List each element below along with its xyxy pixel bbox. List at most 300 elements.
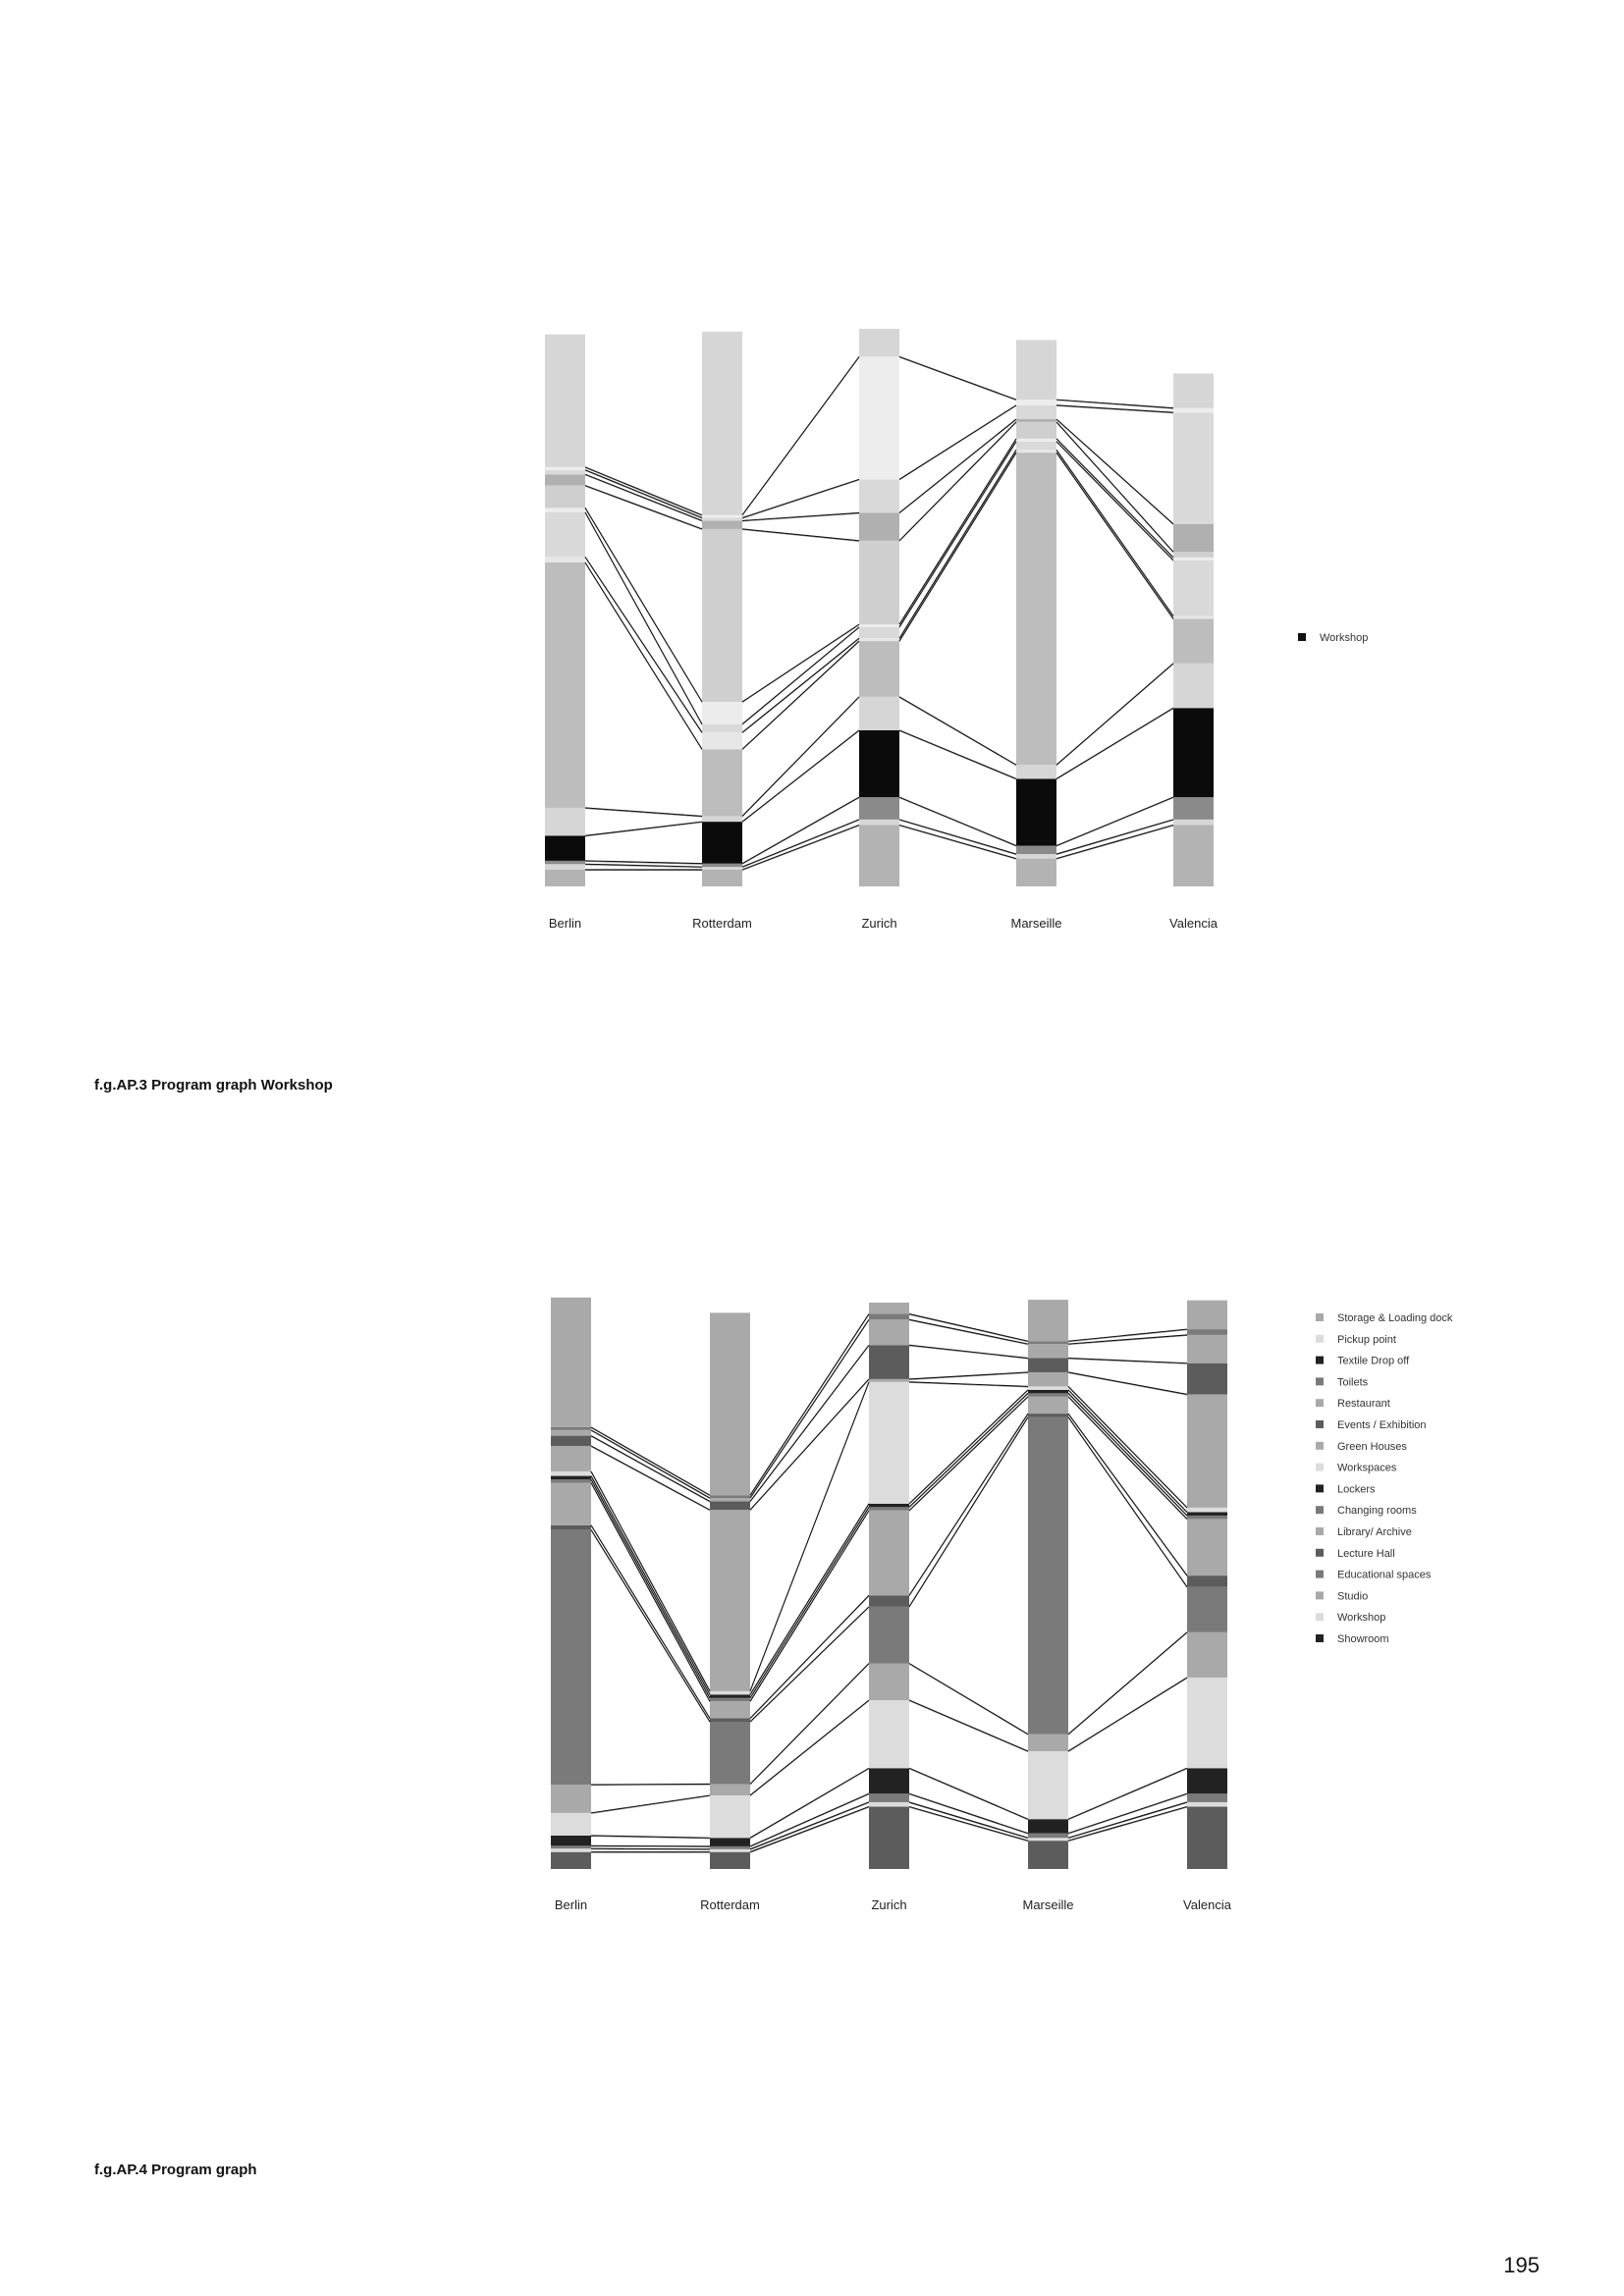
flow-line-educational-spaces — [1056, 453, 1173, 618]
bar-segment-berlin-green-houses — [545, 474, 585, 485]
bar-segment-valencia-educational-spaces — [1187, 1587, 1227, 1632]
bar-segment-zurich-lockers — [869, 1504, 909, 1507]
bar-segment-valencia-green-houses — [1187, 1394, 1227, 1507]
bar-segment-marseille-studio — [1016, 765, 1056, 778]
bar-segment-rotterdam-green-houses — [702, 520, 742, 529]
bar-segment-zurich-studio — [859, 697, 899, 730]
legend-label-pickup-point: Pickup point — [1337, 1333, 1396, 1346]
bar-segment-rotterdam-events-exhibition — [702, 518, 742, 521]
legend — [1316, 1312, 1453, 1645]
bar-segment-valencia-library-archive — [1173, 561, 1214, 616]
flow-line-shadow — [1068, 1359, 1187, 1363]
flow-line-library-archive — [750, 1511, 869, 1701]
flow-line-events-exhibition — [909, 1345, 1028, 1358]
flow-line-textile-drop-off — [909, 1793, 1028, 1833]
flow-line-shadow — [1056, 454, 1173, 619]
x-tick-label-zurich: Zurich — [861, 916, 897, 931]
flow-line-shadow — [585, 475, 702, 521]
bar-segment-rotterdam-workspaces — [710, 1691, 750, 1694]
flow-line-shadow — [909, 1320, 1028, 1345]
bar-segment-rotterdam-storage-loading-dock — [710, 1312, 750, 1495]
legend-label-workshop: Workshop — [1337, 1612, 1386, 1625]
flow-line-educational-spaces — [742, 641, 859, 749]
bar-segment-marseille-lockers — [1028, 1390, 1068, 1393]
flow-line-shadow — [742, 698, 859, 818]
flow-line-library-archive — [591, 1482, 710, 1701]
flow-line-library-archive — [909, 1397, 1028, 1511]
legend-swatch-library-archive — [1316, 1527, 1324, 1535]
flow-line-shadow — [750, 1803, 869, 1850]
bar-segment-marseille-studio — [1028, 1735, 1068, 1751]
flow-line-shadow — [909, 1383, 1028, 1388]
bar-segment-marseille-pickup-point — [1028, 1838, 1068, 1841]
flow-line-shadow — [1056, 400, 1173, 409]
flow-line-shadow — [742, 357, 859, 515]
bar-segment-valencia-educational-spaces — [1173, 618, 1214, 663]
bar-segment-valencia-textile-drop-off — [1187, 1793, 1227, 1802]
bar-segment-valencia-events-exhibition — [1187, 1363, 1227, 1395]
bar-segment-marseille-storage-loading-dock — [1028, 1300, 1068, 1341]
flow-line-shadow — [909, 1314, 1028, 1342]
flow-line-workspaces — [591, 1471, 710, 1691]
bar-segment-marseille-textile-drop-off — [1016, 846, 1056, 855]
x-tick-label-rotterdam: Rotterdam — [700, 1897, 760, 1912]
flow-line-shadow — [750, 1807, 869, 1852]
flow-line-shadow — [1056, 443, 1173, 561]
bar-segment-valencia-toilets — [1173, 373, 1214, 407]
bar-segment-marseille-educational-spaces — [1016, 453, 1056, 765]
flow-line-lockers — [750, 1504, 869, 1694]
bar-segment-zurich-textile-drop-off — [859, 797, 899, 820]
flow-line-educational-spaces — [750, 1607, 869, 1722]
flow-line-workshop — [585, 822, 702, 835]
flow-line-pickup-point — [750, 1802, 869, 1849]
flow-line-restaurant — [909, 1319, 1028, 1344]
x-tick-label-valencia: Valencia — [1169, 916, 1218, 931]
flow-line-shadow — [591, 1431, 710, 1499]
bar-segment-marseille-library-archive — [1028, 1397, 1068, 1414]
flow-line-changing-rooms — [742, 624, 859, 702]
legend-label-green-houses: Green Houses — [1337, 1440, 1407, 1453]
legend-swatch-changing-rooms — [1316, 1506, 1324, 1514]
bar-segment-zurich-library-archive — [869, 1511, 909, 1596]
bar-segment-marseille-toilets — [1016, 340, 1056, 400]
flow-line-pickup-point — [591, 1848, 710, 1849]
flow-line-changing-rooms — [1056, 439, 1173, 558]
bar-segment-valencia-green-houses — [1173, 524, 1214, 552]
flow-line-lecture-hall — [909, 1414, 1028, 1595]
legend-swatch-storage-loading-dock — [1316, 1313, 1324, 1321]
flow-line-shadow — [742, 731, 859, 823]
flow-line-shadow — [585, 471, 702, 519]
bar-segment-rotterdam-educational-spaces — [702, 749, 742, 816]
bar-segment-berlin-toilets — [551, 1427, 591, 1430]
bar-segment-rotterdam-workshop — [710, 1795, 750, 1838]
bar-segment-berlin-pickup-point — [551, 1848, 591, 1851]
flow-line-storage-loading-dock — [1056, 826, 1173, 859]
bar-segment-valencia-changing-rooms — [1173, 558, 1214, 561]
bar-segment-marseille-textile-drop-off — [1028, 1834, 1068, 1839]
flow-line-shadow — [909, 1803, 1028, 1839]
x-tick-label-marseille: Marseille — [1022, 1897, 1074, 1912]
bar-segment-rotterdam-educational-spaces — [710, 1722, 750, 1784]
flow-line-shadow — [1068, 1679, 1187, 1752]
flow-line-shadow — [909, 1807, 1028, 1842]
bar-segment-rotterdam-pickup-point — [702, 867, 742, 870]
legend-swatch-toilets — [1316, 1377, 1324, 1385]
bar-segment-zurich-storage-loading-dock — [859, 826, 899, 886]
legend-label-workshop: Workshop — [1320, 632, 1369, 644]
bar-segment-berlin-library-archive — [551, 1482, 591, 1524]
bar-segment-marseille-restaurant — [1016, 400, 1056, 405]
flow-line-library-archive — [1056, 442, 1173, 561]
bar-segment-zurich-storage-loading-dock — [869, 1303, 909, 1314]
flow-line-shadow — [585, 823, 702, 836]
flow-line-green-houses — [909, 1372, 1028, 1379]
legend-label-showroom: Showroom — [1337, 1633, 1389, 1645]
bar-segment-rotterdam-studio — [710, 1784, 750, 1795]
bar-segment-berlin-events-exhibition — [545, 470, 585, 475]
x-tick-label-marseille: Marseille — [1010, 916, 1062, 931]
legend-swatch-workspaces — [1316, 1464, 1324, 1471]
bar-segment-valencia-events-exhibition — [1173, 412, 1214, 524]
flow-line-workshop — [909, 1700, 1028, 1751]
flow-line-shadow — [742, 639, 859, 733]
bar-segment-zurich-lecture-hall — [869, 1595, 909, 1607]
x-tick-label-valencia: Valencia — [1183, 1897, 1231, 1912]
bar-segment-zurich-library-archive — [859, 627, 899, 638]
bar-segment-berlin-storage-loading-dock — [545, 870, 585, 886]
flow-line-shadow — [899, 440, 1016, 625]
flow-line-shadow — [591, 1530, 710, 1723]
flow-line-shadow — [585, 558, 702, 733]
bar-segment-marseille-workshop — [1028, 1751, 1068, 1819]
program-graph-workshop-chart — [545, 329, 1368, 931]
flow-line-shadow — [1068, 1417, 1187, 1587]
flow-line-shadow — [750, 1320, 869, 1499]
bar-segment-marseille-pickup-point — [1016, 854, 1056, 859]
bar-segment-marseille-restaurant — [1028, 1344, 1068, 1358]
legend-label-toilets: Toilets — [1337, 1376, 1369, 1389]
flow-line-shadow — [750, 1380, 869, 1511]
x-tick-label-rotterdam: Rotterdam — [692, 916, 752, 931]
flow-line-restaurant — [899, 356, 1016, 400]
flow-line-changing-rooms — [591, 1479, 710, 1698]
flow-line-shadow — [909, 1415, 1028, 1596]
legend-label-events-exhibition: Events / Exhibition — [1337, 1419, 1427, 1431]
legend-label-lecture-hall: Lecture Hall — [1337, 1547, 1395, 1560]
bar-segment-zurich-pickup-point — [869, 1802, 909, 1807]
flow-line-shadow — [1056, 821, 1173, 855]
bar-segment-berlin-lockers — [551, 1476, 591, 1479]
bar-segment-berlin-showroom — [551, 1836, 591, 1845]
bar-segment-marseille-green-houses — [1016, 419, 1056, 422]
flow-line-workspaces — [1068, 1386, 1187, 1507]
bar-segment-zurich-pickup-point — [859, 820, 899, 826]
bar-segment-marseille-toilets — [1028, 1341, 1068, 1344]
legend-swatch-workshop — [1316, 1613, 1324, 1621]
flow-line-pickup-point — [1056, 820, 1173, 854]
flow-line-shadow — [742, 530, 859, 542]
flow-line-library-archive — [742, 627, 859, 724]
flow-line-studio — [1056, 664, 1173, 765]
flow-line-shadow — [1068, 1794, 1187, 1834]
bar-segment-valencia-lecture-hall — [1187, 1575, 1227, 1587]
flow-line-lecture-hall — [591, 1525, 710, 1719]
flow-line-studio — [591, 1784, 710, 1785]
bar-segment-berlin-lecture-hall — [551, 1525, 591, 1530]
flow-line-workshop — [750, 1700, 869, 1795]
bar-segment-valencia-storage-loading-dock — [1187, 1301, 1227, 1329]
legend-swatch-lecture-hall — [1316, 1549, 1324, 1557]
bar-segment-marseille-showroom — [1028, 1819, 1068, 1833]
flow-line-studio — [742, 697, 859, 817]
flow-line-pickup-point — [1068, 1802, 1187, 1838]
bar-segment-valencia-textile-drop-off — [1173, 797, 1214, 820]
bar-segment-marseille-changing-rooms — [1028, 1393, 1068, 1396]
flow-line-pickup-point — [742, 820, 859, 867]
bar-segment-marseille-educational-spaces — [1028, 1417, 1068, 1735]
flow-line-shadow — [909, 1391, 1028, 1505]
bar-segment-berlin-studio — [551, 1785, 591, 1813]
bar-segment-valencia-workshop — [1173, 708, 1214, 797]
flow-line-educational-spaces — [909, 1417, 1028, 1607]
bar-segment-zurich-workshop — [859, 730, 899, 797]
bar-segment-rotterdam-storage-loading-dock — [710, 1852, 750, 1869]
legend-swatch-showroom — [1316, 1634, 1324, 1642]
legend-label-library-archive: Library/ Archive — [1337, 1526, 1412, 1538]
bar-segment-rotterdam-studio — [702, 816, 742, 822]
flow-line-educational-spaces — [1068, 1417, 1187, 1587]
flow-line-textile-drop-off — [591, 1845, 710, 1846]
bar-segment-marseille-events-exhibition — [1016, 405, 1056, 419]
bar-segment-valencia-restaurant — [1187, 1335, 1227, 1363]
flow-line-shadow — [591, 1526, 710, 1720]
flow-line-shadow — [909, 1394, 1028, 1508]
legend-label-storage-loading-dock: Storage & Loading dock — [1337, 1312, 1453, 1324]
bar-segment-berlin-restaurant — [551, 1430, 591, 1436]
bar-segment-valencia-library-archive — [1187, 1519, 1227, 1575]
bar-segment-rotterdam-lockers — [710, 1694, 750, 1697]
flow-line-shadow — [750, 1346, 869, 1502]
flow-line-shadow — [750, 1314, 869, 1496]
flow-line-showroom — [750, 1768, 869, 1838]
flow-line-shadow — [1068, 1633, 1187, 1735]
bar-segment-marseille-library-archive — [1016, 442, 1056, 451]
flow-line-green-houses — [1056, 419, 1173, 524]
bar-segment-rotterdam-restaurant — [710, 1498, 750, 1501]
flow-line-shadow — [591, 1480, 710, 1699]
flow-line-lecture-hall — [750, 1595, 869, 1718]
flow-line-shadow — [899, 798, 1016, 846]
flow-line-restaurant — [591, 1430, 710, 1498]
flow-line-shadow — [591, 1428, 710, 1496]
x-tick-label-berlin: Berlin — [554, 1897, 588, 1912]
flow-line-textile-drop-off — [899, 797, 1016, 845]
bar-segment-zurich-events-exhibition — [869, 1345, 909, 1379]
flow-line-shadow — [591, 1447, 710, 1511]
bar-segment-zurich-textile-drop-off — [869, 1793, 909, 1802]
flow-line-lockers — [591, 1476, 710, 1695]
flow-line-shadow — [909, 1398, 1028, 1512]
figure-caption-program: f.g.AP.4 Program graph — [94, 2162, 257, 2178]
flow-line-events-exhibition — [899, 405, 1016, 480]
bar-segment-rotterdam-restaurant — [702, 515, 742, 518]
bar-segment-zurich-restaurant — [869, 1319, 909, 1345]
flow-line-storage-loading-dock — [899, 826, 1016, 859]
flow-line-shadow — [1056, 798, 1173, 846]
bar-segment-berlin-workspaces — [551, 1471, 591, 1476]
flow-line-shadow — [591, 1436, 710, 1502]
bar-segment-marseille-workspaces — [1016, 422, 1056, 439]
bar-segment-rotterdam-storage-loading-dock — [702, 870, 742, 886]
bar-segment-zurich-storage-loading-dock — [869, 1807, 909, 1869]
bar-segment-rotterdam-pickup-point — [710, 1849, 750, 1852]
flow-line-pickup-point — [899, 820, 1016, 854]
bar-segment-zurich-educational-spaces — [859, 641, 899, 697]
figure-caption-workshop: f.g.AP.3 Program graph Workshop — [94, 1077, 333, 1094]
flow-line-shadow — [750, 1794, 869, 1847]
flow-line-shadow — [1056, 826, 1173, 859]
flow-line-shadow — [1056, 420, 1173, 525]
legend-label-workspaces: Workspaces — [1337, 1462, 1397, 1474]
bar-segment-rotterdam-workspaces — [702, 529, 742, 702]
flow-line-green-houses — [585, 474, 702, 520]
x-tick-label-zurich: Zurich — [871, 1897, 907, 1912]
flow-line-lockers — [909, 1390, 1028, 1504]
flow-line-green-houses — [742, 512, 859, 520]
bar-segment-berlin-green-houses — [551, 1446, 591, 1471]
flow-line-green-houses — [591, 1446, 710, 1510]
bar-segment-valencia-changing-rooms — [1187, 1516, 1227, 1519]
bar-segment-valencia-storage-loading-dock — [1173, 826, 1214, 886]
flow-line-shadow — [1056, 709, 1173, 779]
flow-line-restaurant — [750, 1319, 869, 1498]
bar-segment-marseille-lecture-hall — [1016, 450, 1056, 453]
flow-line-storage-loading-dock — [742, 826, 859, 870]
bar-segment-berlin-workspaces — [545, 486, 585, 508]
bar-segment-zurich-lecture-hall — [859, 638, 899, 641]
flow-line-shadow — [909, 1701, 1028, 1752]
bar-segment-rotterdam-library-archive — [710, 1701, 750, 1718]
bar-segment-rotterdam-textile-drop-off — [710, 1846, 750, 1849]
flow-line-changing-rooms — [585, 507, 702, 702]
flow-line-shadow — [591, 1796, 710, 1814]
flow-line-studio — [909, 1664, 1028, 1735]
flow-line-shadow — [742, 480, 859, 518]
bar-segment-valencia-storage-loading-dock — [1187, 1807, 1227, 1869]
flow-line-shadow — [899, 826, 1016, 859]
flow-line-shadow — [750, 1769, 869, 1839]
legend-swatch-workshop — [1298, 633, 1306, 641]
flow-line-shadow — [742, 821, 859, 868]
bar-segment-valencia-studio — [1187, 1632, 1227, 1678]
flow-line-shadow — [750, 1505, 869, 1695]
flow-line-shadow — [899, 821, 1016, 855]
bar-segment-berlin-textile-drop-off — [551, 1845, 591, 1848]
flow-line-shadow — [899, 357, 1016, 400]
flow-line-studio — [1068, 1632, 1187, 1735]
bar-segment-valencia-pickup-point — [1187, 1802, 1227, 1807]
flow-line-educational-spaces — [591, 1529, 710, 1722]
bar-segment-valencia-pickup-point — [1173, 820, 1214, 826]
flow-line-shadow — [1068, 1373, 1187, 1396]
bar-segment-berlin-toilets — [545, 335, 585, 467]
bar-segment-berlin-storage-loading-dock — [551, 1298, 591, 1427]
bar-segment-zurich-workspaces — [869, 1382, 909, 1504]
bar-segment-berlin-workshop — [545, 835, 585, 861]
bar-segment-zurich-changing-rooms — [859, 624, 899, 627]
flow-line-green-houses — [750, 1379, 869, 1510]
flow-line-shadow — [1068, 1415, 1187, 1576]
flow-line-shadow — [742, 642, 859, 750]
flow-line-workspaces — [909, 1382, 1028, 1387]
flow-line-shadow — [585, 508, 702, 703]
bar-segment-berlin-educational-spaces — [551, 1529, 591, 1785]
bar-segment-zurich-educational-spaces — [869, 1607, 909, 1664]
flow-line-textile-drop-off — [1068, 1793, 1187, 1833]
bar-segment-zurich-restaurant — [859, 356, 899, 479]
flow-line-toilets — [591, 1427, 710, 1495]
flow-line-shadow — [909, 1346, 1028, 1359]
bar-segment-berlin-library-archive — [545, 512, 585, 557]
bar-segment-valencia-lockers — [1187, 1512, 1227, 1515]
flow-line-shadow — [1068, 1803, 1187, 1839]
flow-line-toilets — [909, 1314, 1028, 1342]
bar-segment-zurich-green-houses — [859, 512, 899, 540]
flow-line-shadow — [585, 563, 702, 750]
flow-line-library-archive — [585, 512, 702, 724]
legend-swatch-green-houses — [1316, 1442, 1324, 1450]
bar-segment-rotterdam-toilets — [710, 1495, 750, 1498]
flow-line-studio — [585, 808, 702, 817]
bar-segment-rotterdam-toilets — [702, 332, 742, 515]
bar-segment-zurich-changing-rooms — [869, 1507, 909, 1510]
flow-line-events-exhibition — [591, 1436, 710, 1502]
flow-line-shadow — [909, 1794, 1028, 1834]
flow-line-studio — [750, 1664, 869, 1785]
bar-segment-rotterdam-lecture-hall — [710, 1719, 750, 1722]
flow-line-shadow — [750, 1664, 869, 1785]
flow-line-shadow — [899, 451, 1016, 639]
flow-line-events-exhibition — [1068, 1359, 1187, 1363]
flow-line-green-houses — [1068, 1372, 1187, 1395]
bar-segment-berlin-changing-rooms — [545, 507, 585, 512]
bar-segment-valencia-lecture-hall — [1173, 616, 1214, 619]
flow-line-shadow — [899, 443, 1016, 628]
bar-segment-marseille-green-houses — [1028, 1372, 1068, 1386]
flow-line-educational-spaces — [585, 562, 702, 749]
bar-segment-marseille-workspaces — [1028, 1386, 1068, 1389]
bar-segment-valencia-studio — [1173, 664, 1214, 708]
bar-segment-rotterdam-lecture-hall — [702, 732, 742, 749]
flow-line-workspaces — [742, 529, 859, 541]
flow-line-shadow — [1068, 1807, 1187, 1842]
legend-label-studio: Studio — [1337, 1590, 1369, 1603]
legend-swatch-lockers — [1316, 1484, 1324, 1492]
flow-line-shadow — [585, 513, 702, 725]
bar-segment-zurich-toilets — [869, 1314, 909, 1320]
flow-line-workshop — [1068, 1678, 1187, 1751]
flow-line-events-exhibition — [742, 479, 859, 517]
bar-segment-valencia-showroom — [1187, 1768, 1227, 1793]
bar-segment-berlin-educational-spaces — [545, 562, 585, 808]
legend-swatch-events-exhibition — [1316, 1420, 1324, 1428]
bar-segment-valencia-toilets — [1187, 1329, 1227, 1335]
flow-line-library-archive — [1068, 1397, 1187, 1520]
bar-segment-valencia-workspaces — [1187, 1508, 1227, 1513]
bar-segment-zurich-toilets — [859, 329, 899, 356]
